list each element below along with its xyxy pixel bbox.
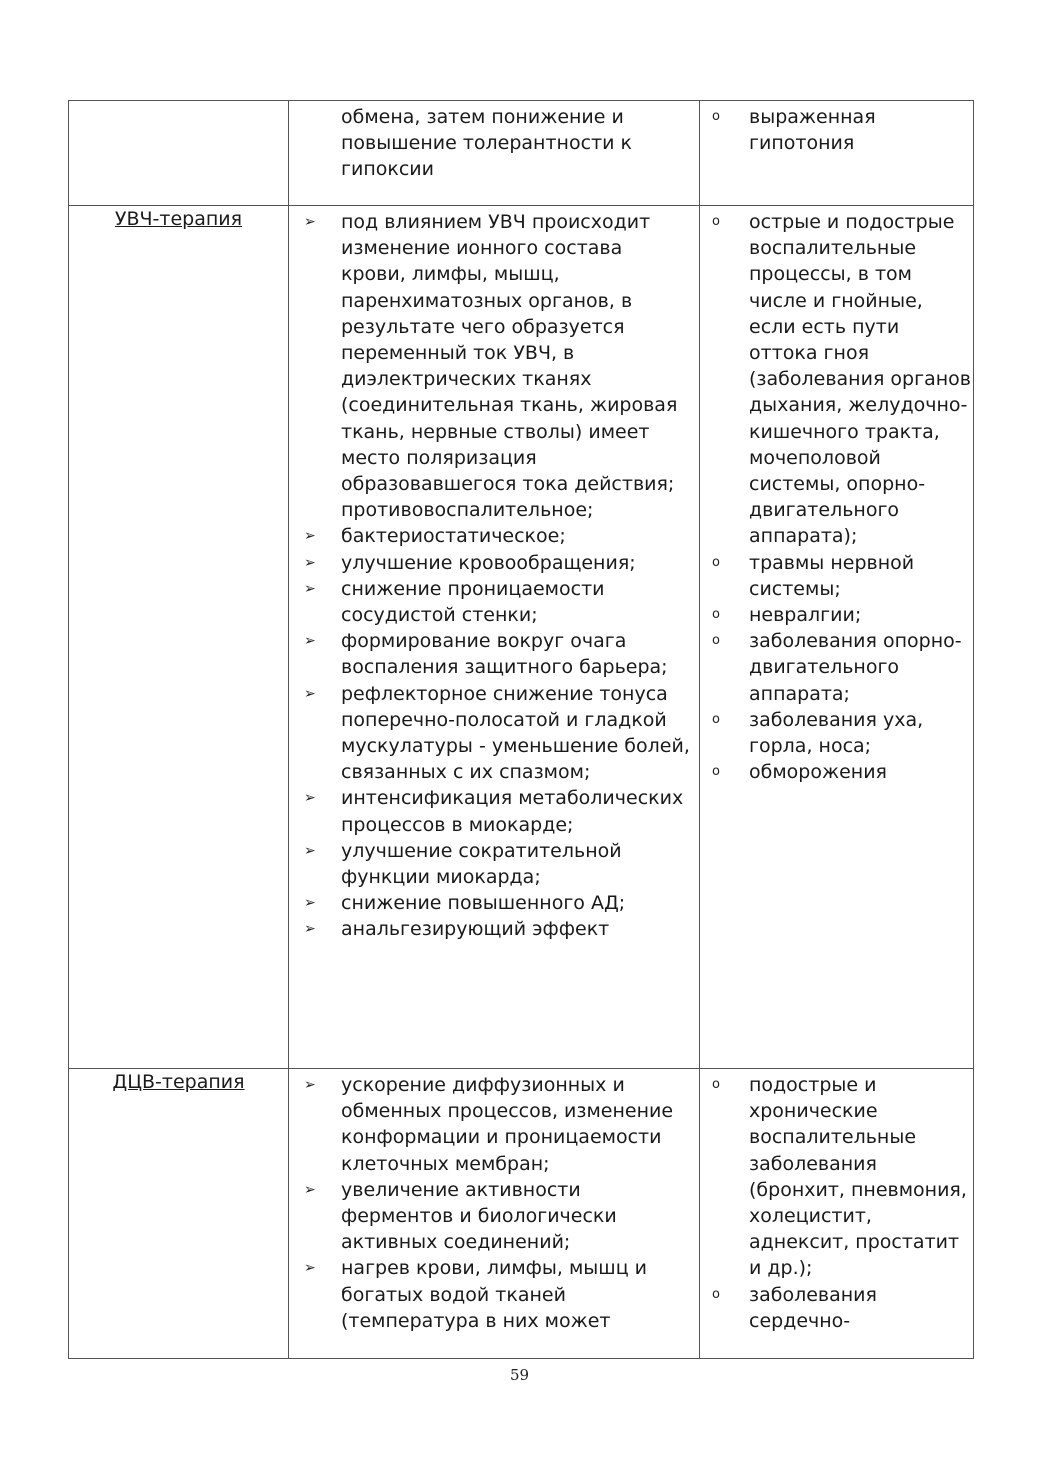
effect-item-text: увеличение активности ферментов и биологически активных соединений;	[341, 1178, 617, 1254]
table-row	[69, 101, 974, 206]
therapy-name-cell	[69, 101, 289, 206]
indication-item	[700, 628, 973, 707]
effect-item	[289, 1255, 699, 1334]
indication-item	[700, 602, 973, 628]
circle-bullet-icon: o	[712, 1286, 720, 1302]
effects-list	[289, 206, 699, 965]
effects-cell	[289, 1069, 700, 1359]
page-number: 59	[509, 1366, 530, 1384]
effect-item	[289, 550, 699, 576]
arrow-bullet-icon: ➢	[304, 528, 316, 545]
effect-item-text: формирование вокруг очага воспаления защитного барьера;	[341, 630, 668, 679]
indication-item	[700, 1072, 973, 1282]
indication-item-text: невралгии;	[749, 604, 862, 627]
arrow-bullet-icon: ➢	[304, 921, 316, 938]
circle-bullet-icon: o	[712, 764, 720, 780]
effect-item	[289, 838, 699, 890]
effect-item	[289, 890, 699, 916]
effects-list	[289, 1069, 699, 1356]
indication-item-text: заболевания уха, горла, носа;	[749, 708, 924, 758]
effect-item-text: нагрев крови, лимфы, мышц и богатых водой тканей (температура в них может	[341, 1257, 648, 1332]
effect-item-text: улучшение сократительной функции миокарда;	[341, 839, 622, 889]
effect-item	[289, 576, 699, 628]
therapy-table	[68, 100, 974, 1359]
effects-cell	[289, 206, 700, 1069]
circle-bullet-icon: o	[712, 633, 720, 649]
arrow-bullet-icon: ➢	[304, 633, 316, 650]
arrow-bullet-icon: ➢	[304, 1260, 316, 1277]
circle-bullet-icon: o	[712, 109, 720, 124]
circle-bullet-icon: o	[712, 554, 720, 570]
circle-bullet-icon: o	[712, 1077, 720, 1092]
indication-item	[700, 1282, 973, 1334]
therapy-table-body	[69, 101, 974, 1359]
indication-item-text: травмы нервной системы;	[749, 551, 915, 600]
circle-bullet-icon: o	[712, 711, 720, 727]
indications-cell	[700, 206, 974, 1069]
indication-item	[700, 707, 973, 759]
table-row	[69, 206, 974, 1069]
arrow-bullet-icon: ➢	[304, 685, 316, 702]
effect-item-text: улучшение кровообращения;	[341, 551, 636, 574]
indications-list	[700, 1069, 973, 1356]
effect-item-text: бактериостатическое;	[341, 525, 566, 548]
arrow-bullet-icon: ➢	[304, 1181, 316, 1198]
effect-item	[289, 1072, 699, 1177]
arrow-bullet-icon: ➢	[304, 214, 316, 230]
effect-item-text: ускорение диффузионных и обменных процессов, изменение конформации и проницаемости клеточных мембран;	[341, 1074, 674, 1175]
therapy-name-cell	[69, 1069, 289, 1359]
effect-item	[289, 628, 699, 680]
indication-item-text: заболевания опорно-двигательного аппарата;	[749, 630, 962, 705]
effect-item-text: снижение проницаемости сосудистой стенки;	[341, 577, 605, 627]
indications-list	[700, 206, 973, 807]
effect-item-text: снижение повышенного АД;	[341, 892, 626, 915]
arrow-bullet-icon: ➢	[304, 1077, 316, 1093]
arrow-bullet-icon: ➢	[304, 895, 316, 912]
effects-cell	[289, 101, 700, 206]
indications-list	[700, 101, 973, 178]
indication-item-text: выраженная гипотония	[749, 106, 876, 155]
arrow-bullet-icon: ➢	[304, 790, 316, 807]
arrow-bullet-icon: ➢	[304, 580, 316, 597]
indications-cell	[700, 101, 974, 206]
effect-item	[289, 785, 699, 837]
effect-item-text: рефлекторное снижение тонуса поперечно-полосатой и гладкой мускулатуры - уменьшение болей, связанных с их спазмом;	[341, 682, 690, 784]
effect-item	[289, 1177, 699, 1256]
circle-bullet-icon: o	[712, 214, 720, 229]
circle-bullet-icon: o	[712, 607, 720, 623]
table-row	[69, 1069, 974, 1359]
effect-item-text: под влиянием УВЧ происходит изменение ионного состава крови, лимфы, мышц, паренхиматозных органов, в результате чего образуется переменный ток УВЧ, в диэлектрических тканях (соединительная ткань, жировая ткань, нервные стволы) имеет место поляризация образовавшегося тока действия; противовоспалительное;	[341, 211, 678, 522]
effect-item-text: анальгезирующий эффект	[341, 918, 610, 941]
indication-item	[700, 104, 973, 156]
arrow-bullet-icon: ➢	[304, 554, 316, 571]
indication-item-text: заболевания сердечно-	[749, 1283, 877, 1332]
effect-item	[289, 209, 699, 523]
indication-item-text: острые и подострые воспалительные процессы, в том числе и гнойные, если есть пути оттока гноя (заболевания органов дыхания, желудочно-кишечного тракта, мочеполовой системы, опорно-двигательного аппарата);	[749, 211, 971, 548]
indication-item	[700, 550, 973, 602]
effect-item	[289, 916, 699, 942]
effect-item	[289, 681, 699, 786]
indication-item	[700, 209, 973, 550]
effect-item	[289, 523, 699, 549]
therapy-name: ДЦВ-терапия	[112, 1071, 245, 1093]
therapy-name-cell	[69, 206, 289, 1069]
indication-item-text: обморожения	[749, 761, 887, 784]
indication-item-text: подострые и хронические воспалительные заболевания (бронхит, пневмония, холецистит, аднексит, простатит и др.);	[749, 1074, 967, 1280]
effect-item-text: обмена, затем понижение и повышение толерантности к гипоксии	[341, 106, 632, 181]
indication-item	[700, 759, 973, 785]
effect-item	[289, 104, 699, 183]
effects-list	[289, 101, 699, 205]
arrow-bullet-icon: ➢	[304, 842, 316, 859]
effect-item-text: интенсификация метаболических процессов в миокарде;	[341, 787, 684, 836]
therapy-name: УВЧ-терапия	[114, 208, 243, 230]
indications-cell	[700, 1069, 974, 1359]
